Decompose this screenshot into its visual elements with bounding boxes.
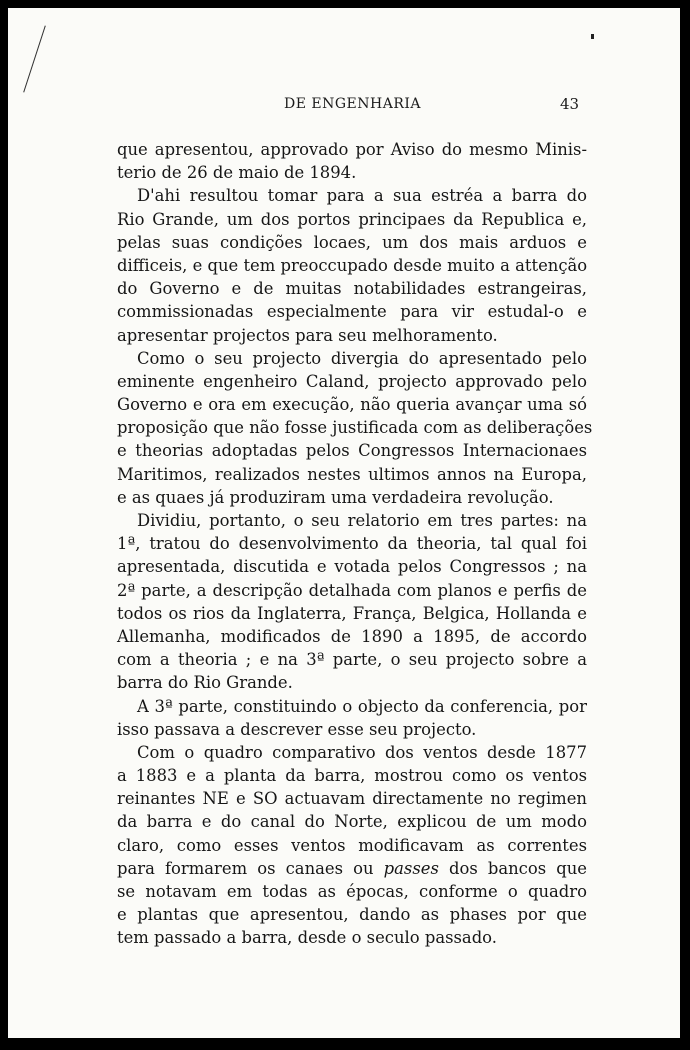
text-line: D'ahi resultou tomar para a sua estréa a barra do bbox=[137, 186, 587, 206]
text-line: apresentada, discutida e votada pelos Congressos ; na bbox=[117, 557, 587, 577]
text-line: apresentar projectos para seu melhoramento. bbox=[117, 325, 498, 345]
text-line: com a theoria ; e na 3ª parte, o seu projecto sobre a bbox=[117, 650, 587, 670]
text-line: reinantes NE e SO actuavam directamente no regimen bbox=[117, 789, 587, 809]
text-line: para formarem os canaes ou passes dos bancos que bbox=[117, 858, 587, 878]
text-line: Governo e ora em execução, não queria avançar uma só bbox=[117, 395, 587, 415]
text-line: e theorias adoptadas pelos Congressos Internacionaes bbox=[117, 441, 587, 461]
text-line: difficeis, e que tem preoccupado desde muito a attenção bbox=[117, 255, 588, 275]
paragraph bbox=[117, 184, 587, 346]
margin-pencil-mark bbox=[23, 26, 46, 93]
text-line: que apresentou, approvado por Aviso do mesmo Minis- bbox=[117, 140, 587, 159]
text-line: Como o seu projecto divergia do apresentado pelo bbox=[137, 348, 587, 368]
paragraph bbox=[117, 509, 587, 695]
text-line: 1ª, tratou do desenvolvimento da theoria, tal qual foi bbox=[117, 534, 587, 554]
running-title: DE ENGENHARIA bbox=[284, 96, 422, 112]
text-line: isso passava a descrever esse seu projecto. bbox=[117, 719, 477, 739]
text-line: todos os rios da Inglaterra, França, Belgica, Hollanda e bbox=[117, 603, 587, 623]
text-line: proposição que não fosse justificada com as deliberações bbox=[117, 418, 593, 438]
paragraph bbox=[117, 138, 587, 184]
text-line: A 3ª parte, constituindo o objecto da conferencia, por bbox=[137, 696, 587, 716]
text-line: 2ª parte, a descripção detalhada com planos e perfis de bbox=[117, 580, 587, 600]
running-head bbox=[8, 96, 680, 116]
text-line: e as quaes já produziram uma verdadeira revolução. bbox=[117, 487, 554, 507]
text-line: da barra e do canal do Norte, explicou de um modo bbox=[117, 812, 587, 832]
text-line: do Governo e de muitas notabilidades estrangeiras, bbox=[117, 279, 587, 299]
text-line: Maritimos, realizados nestes ultimos annos na Europa, bbox=[117, 464, 587, 484]
text-line: claro, como esses ventos modificavam as correntes bbox=[117, 835, 587, 855]
text-line: tem passado a barra, desde o seculo passado. bbox=[117, 928, 497, 948]
text-line: commissionadas especialmente para vir estudal-o e bbox=[117, 302, 587, 322]
text-line: se notavam em todas as épocas, conforme o quadro bbox=[117, 882, 587, 901]
paragraph bbox=[117, 347, 593, 509]
text-line: eminente engenheiro Caland, projecto approvado pelo bbox=[117, 371, 587, 391]
body-text bbox=[117, 138, 593, 950]
text-line: a 1883 e a planta da barra, mostrou como os ventos bbox=[117, 766, 587, 786]
page-number: 43 bbox=[560, 95, 580, 113]
paragraph bbox=[117, 741, 587, 950]
paragraph bbox=[117, 695, 587, 741]
text-line: Com o quadro comparativo dos ventos desde 1877 bbox=[137, 742, 587, 762]
text-line: pelas suas condições locaes, um dos mais arduos e bbox=[117, 232, 587, 252]
text-line: e plantas que apresentou, dando as phases por que bbox=[117, 905, 587, 925]
book-page bbox=[8, 8, 680, 1038]
corner-speck bbox=[591, 34, 594, 39]
text-line: Rio Grande, um dos portos principaes da Republica e, bbox=[117, 209, 587, 229]
text-line: Dividiu, portanto, o seu relatorio em tres partes: na bbox=[137, 511, 587, 530]
text-line: Allemanha, modificados de 1890 a 1895, de accordo bbox=[117, 626, 587, 646]
text-line: barra do Rio Grande. bbox=[117, 673, 293, 693]
text-line: terio de 26 de maio de 1894. bbox=[117, 163, 357, 183]
